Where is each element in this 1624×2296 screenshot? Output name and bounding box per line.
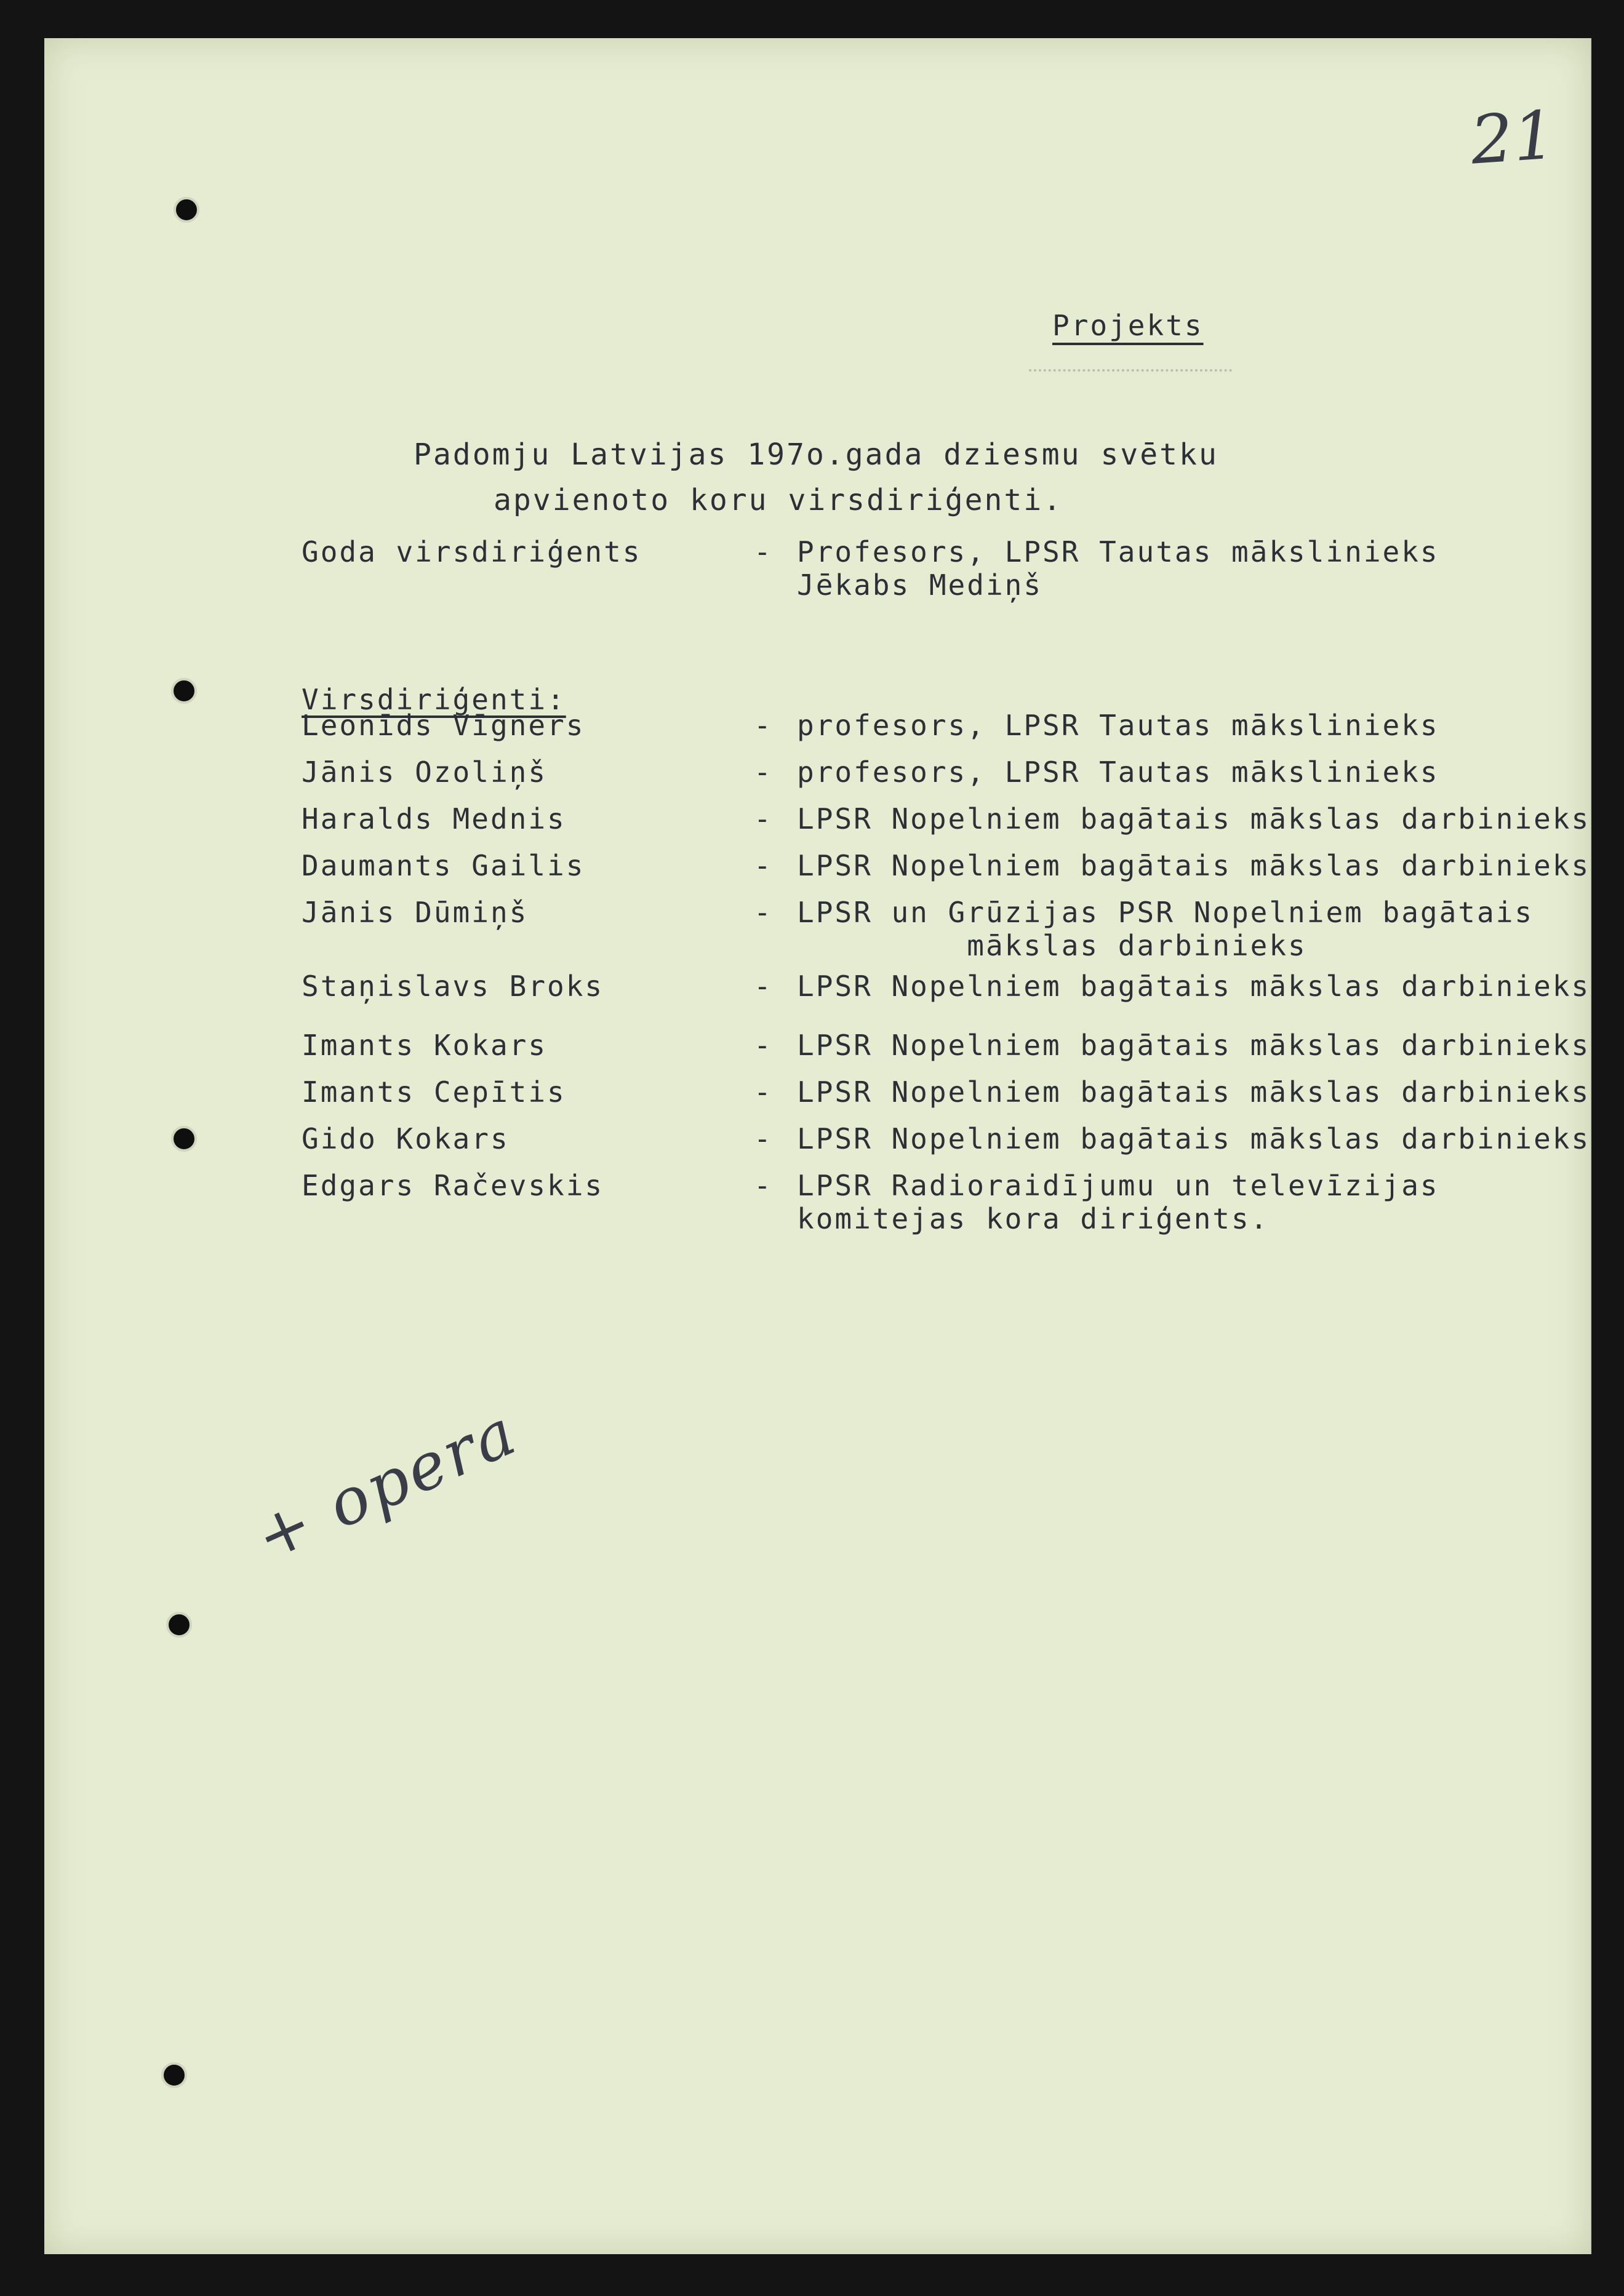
- punch-hole: [166, 1612, 192, 1638]
- dash: -: [754, 1075, 773, 1109]
- conductor-title: LPSR Nopelniem bagātais mākslas darbinieks: [797, 1122, 1591, 1155]
- conductor-name: Imants Cepītis: [302, 1075, 566, 1109]
- conductor-name: Jānis Dūmiņš: [302, 896, 529, 929]
- conductor-title: LPSR Nopelniem bagātais mākslas darbinieks: [797, 1075, 1591, 1109]
- conductor-name: Gido Kokars: [302, 1122, 510, 1155]
- conductor-title: LPSR Nopelniem bagātais mākslas darbinieks: [797, 970, 1591, 1003]
- document-page: [44, 38, 1591, 2254]
- conductor-title: profesors, LPSR Tautas mākslinieks: [797, 709, 1439, 742]
- dash: -: [754, 535, 773, 568]
- dash: -: [754, 1029, 773, 1062]
- conductor-title: LPSR Nopelniem bagātais mākslas darbinieks: [797, 802, 1591, 835]
- dash: -: [754, 755, 773, 789]
- dash: -: [754, 1122, 773, 1155]
- dash: -: [754, 896, 773, 929]
- punch-hole: [161, 2062, 187, 2088]
- section-heading-text: Virsdiriģenti:: [302, 683, 566, 716]
- honorary-desc-line2: Jēkabs Mediņš: [797, 568, 1043, 602]
- honorary-desc-line1: Profesors, LPSR Tautas mākslinieks: [797, 535, 1439, 568]
- document-title: [414, 432, 1218, 523]
- dash: -: [754, 849, 773, 882]
- dash: -: [754, 1169, 773, 1202]
- handwritten-note: + opera: [244, 1393, 528, 1576]
- conductor-title: profesors, LPSR Tautas mākslinieks: [797, 755, 1439, 789]
- conductor-name: Staņislavs Broks: [302, 970, 604, 1003]
- dash: -: [754, 709, 773, 742]
- page-number: 21: [1468, 97, 1558, 180]
- conductor-name: Imants Kokars: [302, 1029, 548, 1062]
- punch-hole: [174, 197, 199, 223]
- punch-hole: [171, 1126, 197, 1152]
- punch-hole: [171, 678, 197, 704]
- draft-label: Projekts: [1052, 309, 1204, 342]
- conductor-title: LPSR Nopelniem bagātais mākslas darbinieks: [797, 1029, 1591, 1062]
- conductor-title: LPSR un Grūzijas PSR Nopelniem bagātais mākslas darbinieks: [797, 896, 1534, 962]
- conductor-name: Edgars Račevskis: [302, 1169, 604, 1202]
- honorary-role: Goda virsdiriģents: [302, 535, 642, 568]
- conductor-title: LPSR Nopelniem bagātais mākslas darbinieks: [797, 849, 1591, 882]
- conductor-title: LPSR Radioraidījumu un televīzijas komitejas kora diriģents.: [797, 1169, 1439, 1235]
- conductor-name: Jānis Ozoliņš: [302, 755, 548, 789]
- conductor-name: Haralds Mednis: [302, 802, 566, 835]
- conductor-name: Daumants Gailis: [302, 849, 585, 882]
- divider: [1029, 369, 1232, 372]
- title-line: apvienoto koru virsdiriģenti.: [494, 483, 1063, 517]
- title-line: Padomju Latvijas 197o.gada dziesmu svētku: [414, 437, 1218, 472]
- dash: -: [754, 970, 773, 1003]
- conductor-name: Leonīds Vīgners: [302, 709, 585, 742]
- dash: -: [754, 802, 773, 835]
